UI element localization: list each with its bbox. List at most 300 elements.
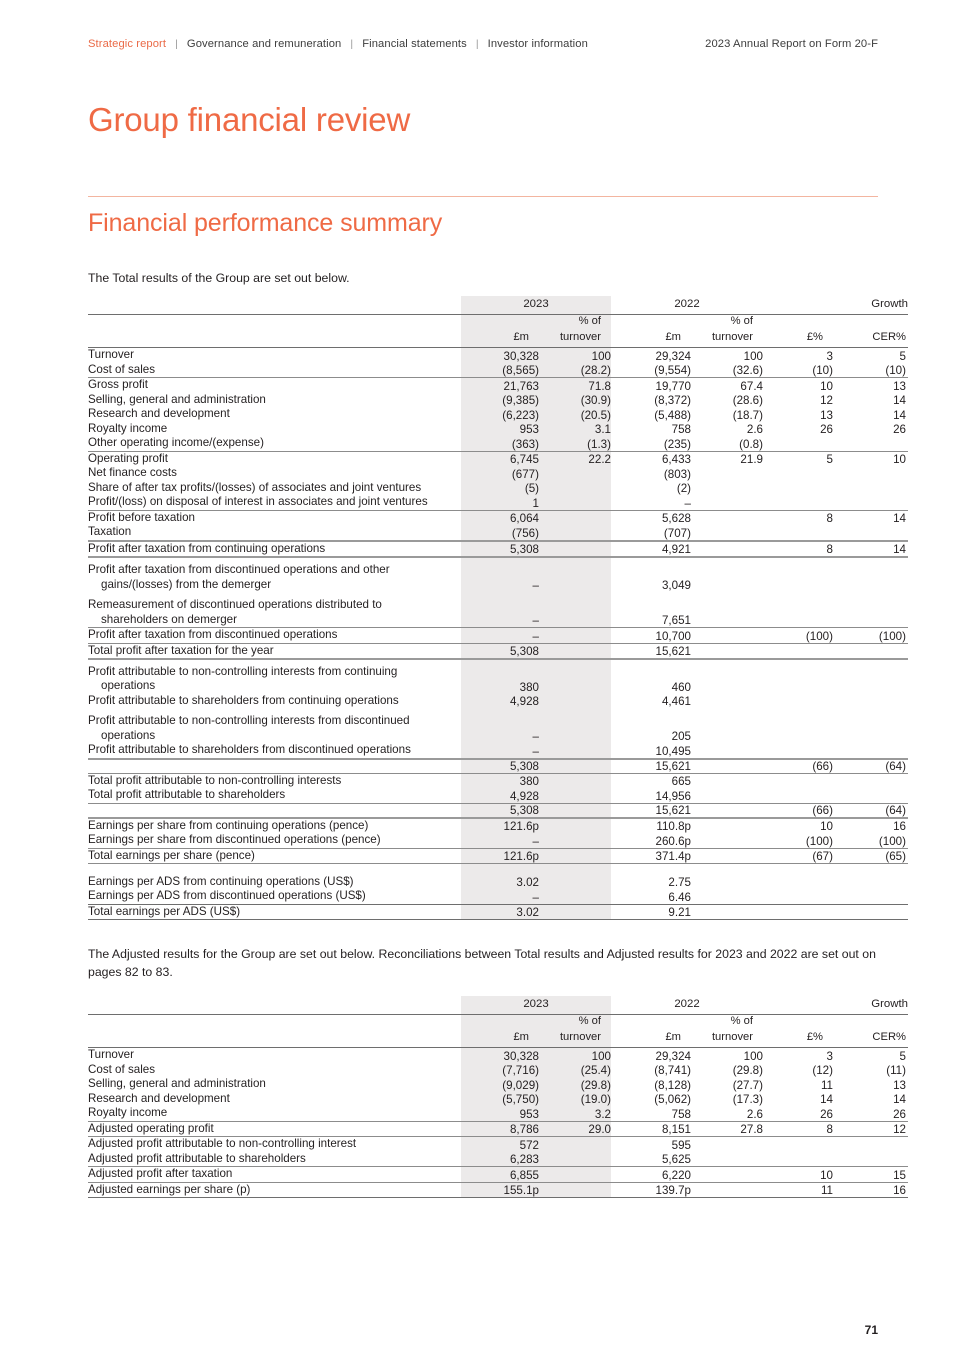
row-value bbox=[763, 694, 833, 708]
row-value: (10) bbox=[812, 364, 833, 378]
row-value: – bbox=[461, 714, 539, 743]
row-value: 2.6 bbox=[746, 423, 763, 437]
row-value: (5,488) bbox=[654, 408, 691, 422]
row-value: 12 bbox=[820, 394, 833, 408]
row-value: 8 bbox=[826, 543, 833, 557]
row-value: 205 bbox=[671, 730, 691, 744]
table-row bbox=[88, 773, 908, 788]
row-value: 14 bbox=[893, 512, 906, 526]
row-value bbox=[539, 541, 611, 556]
header-year-2023: 2023 bbox=[461, 296, 611, 314]
table-row bbox=[88, 904, 908, 919]
row-value: (25.4) bbox=[539, 1063, 611, 1077]
row-value: 5,628 bbox=[661, 512, 691, 526]
row-value: 6,745 bbox=[461, 451, 539, 466]
header-blank3 bbox=[88, 1031, 461, 1047]
row-value: 6,433 bbox=[661, 453, 691, 467]
row-label-line1: Profit after taxation from discontinued operations and other bbox=[88, 563, 390, 577]
row-value bbox=[539, 904, 611, 919]
row-value bbox=[763, 889, 833, 903]
table-row bbox=[88, 1121, 908, 1136]
row-label bbox=[88, 759, 461, 773]
row-value: (9,554) bbox=[654, 364, 691, 378]
row-label bbox=[88, 665, 461, 694]
row-value bbox=[833, 525, 908, 539]
row-label-line2: operations bbox=[101, 679, 156, 693]
row-value bbox=[763, 1137, 833, 1152]
row-value: 6.46 bbox=[668, 890, 691, 904]
row-label: Profit attributable to shareholders from continuing operations bbox=[88, 693, 399, 707]
page-title: Group financial review bbox=[88, 101, 411, 138]
row-value: 4,928 bbox=[461, 694, 539, 708]
row-value bbox=[539, 743, 611, 757]
row-value: 100 bbox=[539, 348, 611, 363]
row-value bbox=[539, 773, 611, 788]
row-value: (29.8) bbox=[539, 1077, 611, 1091]
row-value bbox=[691, 1137, 763, 1152]
row-value bbox=[691, 510, 763, 525]
row-value: (17.3) bbox=[732, 1093, 763, 1107]
header-pct-of-2023: % of bbox=[539, 314, 611, 331]
row-label: Profit before taxation bbox=[88, 510, 195, 524]
nav-item-investor-information[interactable]: Investor information bbox=[487, 38, 588, 50]
row-label-line1: Profit attributable to non-controlling interests from continuing bbox=[88, 665, 398, 678]
row-label: Adjusted earnings per share (p) bbox=[88, 1182, 251, 1196]
table-row bbox=[88, 348, 908, 363]
row-value: 2.6 bbox=[746, 1107, 763, 1121]
row-label: Earnings per share from discontinued operations (pence) bbox=[88, 833, 381, 847]
row-value bbox=[763, 436, 833, 450]
row-value: 139.7p bbox=[655, 1184, 691, 1198]
row-value: (66) bbox=[812, 803, 833, 817]
row-value: (2) bbox=[676, 482, 691, 496]
table-row bbox=[88, 665, 908, 694]
row-value: (12) bbox=[812, 1064, 833, 1078]
row-label: Operating profit bbox=[88, 451, 168, 465]
row-label-line2: gains/(losses) from the demerger bbox=[101, 577, 272, 591]
row-value: 100 bbox=[743, 1049, 763, 1063]
table-row bbox=[88, 451, 908, 466]
nav-item-strategic-report[interactable]: Strategic report bbox=[88, 38, 167, 50]
row-value bbox=[539, 694, 611, 708]
row-value: 16 bbox=[893, 1184, 906, 1198]
row-value: (7,716) bbox=[461, 1063, 539, 1077]
row-value: (30.9) bbox=[539, 393, 611, 407]
row-label: Selling, general and administration bbox=[88, 392, 266, 406]
row-value bbox=[763, 495, 833, 509]
row-value: (100) bbox=[878, 834, 906, 848]
row-value bbox=[691, 803, 763, 817]
table-row bbox=[88, 743, 908, 757]
row-value: 27.8 bbox=[740, 1123, 763, 1137]
row-label: Profit attributable to shareholders from discontinued operations bbox=[88, 743, 411, 757]
row-value: (64) bbox=[885, 803, 906, 817]
row-value: 14 bbox=[893, 1093, 906, 1107]
row-value bbox=[539, 889, 611, 903]
row-value: 30,328 bbox=[461, 348, 539, 363]
row-value: 5,308 bbox=[461, 759, 539, 773]
header-spacer-e bbox=[763, 314, 833, 331]
row-label: Net finance costs bbox=[88, 466, 177, 480]
row-value: 11 bbox=[820, 1078, 833, 1092]
table-adjusted-results bbox=[88, 996, 908, 1198]
row-value: 1 bbox=[461, 495, 539, 509]
row-value: 3.2 bbox=[539, 1106, 611, 1120]
header-blank bbox=[88, 996, 461, 1014]
row-value: 26 bbox=[820, 423, 833, 437]
row-value: 3.1 bbox=[539, 422, 611, 436]
header-turnover-2022: turnover bbox=[711, 331, 753, 344]
table-row bbox=[88, 598, 908, 627]
table-row bbox=[88, 1167, 908, 1182]
header-spacer-a bbox=[461, 1014, 539, 1031]
row-value: 6,220 bbox=[661, 1168, 691, 1182]
row-value bbox=[691, 833, 763, 847]
row-value bbox=[539, 628, 611, 643]
row-value: 13 bbox=[893, 379, 906, 393]
row-value: (8,372) bbox=[654, 394, 691, 408]
row-value bbox=[763, 481, 833, 495]
intro-paragraph-adjusted: The Adjusted results for the Group are set out below. Reconciliations between Total results and Adjusted results for 2023 and 2022 are set out on pages 82 to 83. bbox=[88, 947, 876, 980]
row-value: 16 bbox=[893, 820, 906, 834]
row-value: 19,770 bbox=[655, 379, 691, 393]
table-row bbox=[88, 363, 908, 377]
row-value bbox=[691, 743, 763, 757]
row-value bbox=[539, 818, 611, 833]
row-value bbox=[763, 1152, 833, 1166]
row-value bbox=[763, 714, 833, 743]
header-blank2 bbox=[88, 1014, 461, 1031]
row-value bbox=[691, 1167, 763, 1182]
table-row bbox=[88, 694, 908, 708]
row-label: Share of after tax profits/(losses) of associates and joint ventures bbox=[88, 480, 422, 494]
header-pct-of-2022: % of bbox=[730, 314, 753, 327]
row-value: 3.02 bbox=[461, 904, 539, 919]
row-value: (100) bbox=[805, 834, 833, 848]
row-value bbox=[691, 818, 763, 833]
header-spacer-f bbox=[833, 314, 908, 331]
row-label: Total profit after taxation for the year bbox=[88, 643, 274, 657]
table-row bbox=[88, 1106, 908, 1120]
row-value bbox=[833, 481, 908, 495]
row-label: Adjusted profit attributable to shareholders bbox=[88, 1151, 306, 1165]
row-value bbox=[691, 466, 763, 480]
spacer-row bbox=[88, 864, 908, 875]
header-pct-of-2022: % of bbox=[730, 1014, 753, 1027]
table-row bbox=[88, 422, 908, 436]
row-value: (20.5) bbox=[539, 407, 611, 421]
row-label-line2: operations bbox=[101, 728, 156, 742]
row-value: (32.6) bbox=[732, 364, 763, 378]
row-label: Research and development bbox=[88, 1091, 230, 1105]
row-value: 29,324 bbox=[655, 1049, 691, 1063]
row-value: (11) bbox=[886, 1064, 906, 1078]
row-value: 3.02 bbox=[461, 875, 539, 889]
row-label-line1: Remeasurement of discontinued operations distributed to bbox=[88, 598, 382, 612]
table2-header-years bbox=[88, 996, 908, 1014]
table-row bbox=[88, 643, 908, 658]
row-value bbox=[833, 563, 908, 592]
row-value bbox=[691, 541, 763, 556]
header-growth-cer: CER% bbox=[872, 1031, 906, 1044]
row-label: Royalty income bbox=[88, 1106, 168, 1120]
row-label bbox=[88, 803, 461, 817]
row-value: 665 bbox=[671, 775, 691, 789]
row-label: Total profit attributable to shareholders bbox=[88, 788, 286, 802]
row-value: 14 bbox=[893, 394, 906, 408]
row-value: 5,308 bbox=[461, 803, 539, 817]
row-value: 8,786 bbox=[461, 1121, 539, 1136]
row-value: 4,928 bbox=[461, 788, 539, 802]
row-value: 14,956 bbox=[655, 789, 691, 803]
row-value: 13 bbox=[820, 408, 833, 422]
row-value: 15,621 bbox=[655, 645, 691, 658]
row-value: 26 bbox=[820, 1107, 833, 1121]
row-value: – bbox=[461, 743, 539, 757]
row-value: – bbox=[461, 628, 539, 643]
page-number: 71 bbox=[864, 1323, 878, 1337]
table-row bbox=[88, 848, 908, 863]
row-value: (28.2) bbox=[539, 363, 611, 377]
header-growth: Growth bbox=[871, 297, 908, 310]
header-growth-sterling: £% bbox=[806, 1031, 823, 1044]
breadcrumb bbox=[88, 38, 878, 60]
table-row bbox=[88, 393, 908, 407]
table-row bbox=[88, 759, 908, 773]
row-value bbox=[539, 643, 611, 658]
row-value bbox=[539, 466, 611, 480]
row-value: (67) bbox=[812, 850, 833, 864]
row-value bbox=[691, 848, 763, 863]
row-value: 10 bbox=[820, 820, 833, 834]
row-value: 9.21 bbox=[668, 906, 691, 920]
row-value bbox=[763, 665, 833, 694]
row-label: Royalty income bbox=[88, 421, 168, 435]
row-value bbox=[539, 1137, 611, 1152]
row-value: 5,625 bbox=[661, 1153, 691, 1167]
row-value: 5,308 bbox=[461, 541, 539, 556]
row-value bbox=[539, 510, 611, 525]
row-value bbox=[539, 665, 611, 694]
row-value: 758 bbox=[671, 423, 691, 437]
row-value bbox=[763, 743, 833, 757]
row-label bbox=[88, 563, 461, 592]
table2-header-units-row1 bbox=[88, 1014, 908, 1031]
row-value: 4,461 bbox=[661, 695, 691, 709]
row-value: 8 bbox=[826, 512, 833, 526]
row-value: (9,029) bbox=[461, 1077, 539, 1091]
row-value bbox=[833, 1137, 908, 1152]
row-value bbox=[691, 643, 763, 658]
row-value: 110.8p bbox=[656, 820, 691, 834]
row-value: 26 bbox=[893, 423, 906, 437]
row-value: (65) bbox=[885, 850, 906, 864]
row-label: Cost of sales bbox=[88, 1062, 156, 1076]
nav-item-governance-and-remuneration[interactable]: Governance and remuneration bbox=[186, 38, 342, 50]
row-value bbox=[691, 495, 763, 509]
row-value: (100) bbox=[878, 629, 906, 643]
row-value bbox=[691, 889, 763, 903]
row-value bbox=[833, 714, 908, 743]
table-row bbox=[88, 803, 908, 817]
row-value: (27.7) bbox=[732, 1078, 763, 1092]
header-turnover-2023: turnover bbox=[539, 331, 611, 347]
row-value: 10,495 bbox=[655, 744, 691, 758]
row-label bbox=[88, 714, 461, 743]
row-value: 7,651 bbox=[661, 614, 691, 628]
row-value: – bbox=[461, 598, 539, 627]
row-value bbox=[833, 743, 908, 757]
row-value: 21,763 bbox=[461, 378, 539, 393]
row-value: (235) bbox=[663, 437, 691, 451]
row-value: 14 bbox=[820, 1093, 833, 1107]
row-value bbox=[539, 759, 611, 773]
row-value bbox=[763, 788, 833, 802]
row-value: 3 bbox=[826, 1049, 833, 1063]
row-label bbox=[88, 598, 461, 627]
row-value: 6,064 bbox=[461, 510, 539, 525]
row-value bbox=[691, 525, 763, 539]
row-value: 572 bbox=[461, 1137, 539, 1152]
row-value: – bbox=[461, 833, 539, 847]
row-value bbox=[539, 1152, 611, 1166]
row-value: (28.6) bbox=[732, 394, 763, 408]
rule-row bbox=[88, 1197, 908, 1198]
row-value: 5 bbox=[899, 1049, 906, 1063]
header-turnover-2022: turnover bbox=[711, 1031, 753, 1044]
row-value: (10) bbox=[885, 364, 906, 378]
row-value: 121.6p bbox=[461, 818, 539, 833]
row-value: (19.0) bbox=[539, 1092, 611, 1106]
table-row bbox=[88, 833, 908, 847]
row-label: Selling, general and administration bbox=[88, 1077, 266, 1091]
row-value: 6,855 bbox=[461, 1167, 539, 1182]
row-value: 121.6p bbox=[461, 848, 539, 863]
header-pounds-2022: £m bbox=[665, 1031, 681, 1044]
table-row bbox=[88, 436, 908, 450]
row-label: Profit/(loss) on disposal of interest in associates and joint ventures bbox=[88, 495, 428, 509]
row-value bbox=[691, 694, 763, 708]
row-value: (5,750) bbox=[461, 1092, 539, 1106]
row-value bbox=[691, 628, 763, 643]
table-row bbox=[88, 1137, 908, 1152]
row-value: 29,324 bbox=[655, 349, 691, 363]
row-value: (707) bbox=[663, 526, 691, 540]
row-value bbox=[539, 833, 611, 847]
row-value: 953 bbox=[461, 422, 539, 436]
row-label: Profit after taxation from continuing operations bbox=[88, 541, 326, 555]
table-row bbox=[88, 889, 908, 903]
row-value bbox=[833, 598, 908, 627]
row-value bbox=[833, 904, 908, 919]
row-value: (1.3) bbox=[539, 436, 611, 450]
row-value: 10 bbox=[820, 1168, 833, 1182]
header-pounds-2023: £m bbox=[461, 331, 539, 347]
row-value: 380 bbox=[461, 665, 539, 694]
row-value: 3 bbox=[826, 349, 833, 363]
row-value: 15,621 bbox=[655, 759, 691, 773]
row-value bbox=[833, 495, 908, 509]
header-pounds-2022: £m bbox=[665, 331, 681, 344]
header-spacer-c bbox=[611, 314, 691, 331]
row-label: Adjusted profit after taxation bbox=[88, 1167, 233, 1181]
row-value: 260.6p bbox=[655, 834, 691, 848]
row-value bbox=[691, 773, 763, 788]
section-divider bbox=[88, 196, 878, 197]
row-value bbox=[763, 525, 833, 539]
row-value bbox=[691, 481, 763, 495]
row-value: 15,621 bbox=[655, 803, 691, 817]
row-value: 14 bbox=[893, 543, 906, 557]
header-pounds-2023: £m bbox=[461, 1031, 539, 1047]
row-label: Turnover bbox=[88, 348, 134, 362]
table-row bbox=[88, 1077, 908, 1091]
row-label: Earnings per ADS from continuing operations (US$) bbox=[88, 874, 354, 888]
row-value: 3,049 bbox=[661, 579, 691, 593]
table-row bbox=[88, 481, 908, 495]
row-value bbox=[763, 466, 833, 480]
nav-separator: | bbox=[475, 38, 479, 50]
row-value bbox=[833, 694, 908, 708]
table-row bbox=[88, 563, 908, 592]
row-value: 155.1p bbox=[461, 1182, 539, 1197]
table-row bbox=[88, 628, 908, 643]
table-row bbox=[88, 541, 908, 556]
table-row bbox=[88, 407, 908, 421]
row-value: 8 bbox=[826, 1123, 833, 1137]
rule-row bbox=[88, 919, 908, 920]
nav-separator: | bbox=[175, 38, 178, 50]
table-row bbox=[88, 1092, 908, 1106]
row-value: 5 bbox=[826, 453, 833, 467]
header-pct-of-2023: % of bbox=[539, 1014, 611, 1031]
row-value bbox=[691, 1182, 763, 1197]
row-value: 14 bbox=[893, 408, 906, 422]
row-value bbox=[833, 773, 908, 788]
row-value bbox=[763, 875, 833, 889]
row-value: (756) bbox=[461, 525, 539, 539]
row-label-line2: shareholders on demerger bbox=[101, 612, 237, 626]
row-value: 21.9 bbox=[740, 453, 763, 467]
row-value bbox=[763, 598, 833, 627]
row-value: 15 bbox=[893, 1168, 906, 1182]
table-row bbox=[88, 495, 908, 509]
row-value: 67.4 bbox=[740, 379, 763, 393]
table-row bbox=[88, 1152, 908, 1166]
row-value bbox=[763, 563, 833, 592]
row-value: (0.8) bbox=[739, 437, 763, 451]
row-label: Total profit attributable to non-controlling interests bbox=[88, 773, 342, 787]
row-value: 6,283 bbox=[461, 1152, 539, 1166]
row-value bbox=[539, 1167, 611, 1182]
row-value bbox=[833, 875, 908, 889]
row-value bbox=[539, 1182, 611, 1197]
table-header-units-row2 bbox=[88, 331, 908, 347]
row-value: 758 bbox=[671, 1107, 691, 1121]
intro-paragraph-total: The Total results of the Group are set out below. bbox=[88, 271, 350, 286]
row-value bbox=[539, 875, 611, 889]
document-title: 2023 Annual Report on Form 20-F bbox=[705, 38, 878, 50]
row-value bbox=[833, 889, 908, 903]
header-blank3 bbox=[88, 331, 461, 347]
row-value bbox=[539, 481, 611, 495]
row-label: Adjusted profit attributable to non-controlling interest bbox=[88, 1137, 357, 1151]
row-value: 13 bbox=[893, 1078, 906, 1092]
row-value: 29.0 bbox=[539, 1121, 611, 1136]
nav-item-financial-statements[interactable]: Financial statements bbox=[362, 38, 467, 50]
row-value: (18.7) bbox=[732, 408, 763, 422]
row-value: 4,921 bbox=[661, 543, 691, 557]
